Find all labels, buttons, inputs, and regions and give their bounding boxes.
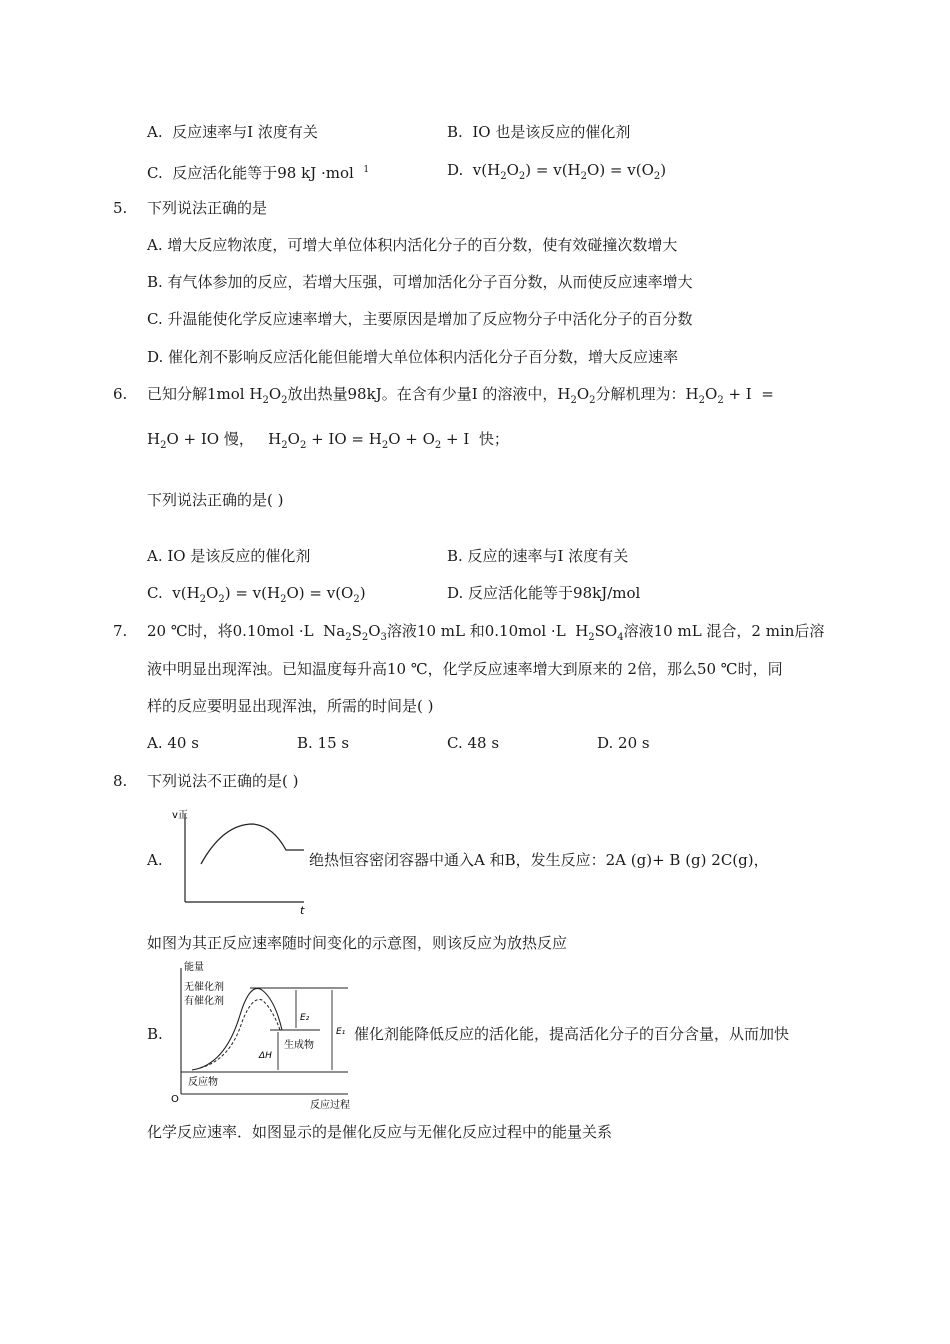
q6-stem: 下列说法正确的是( ) <box>147 491 284 509</box>
q6-option-c: C. $v(H_2O_2) = v(H_2O) = v(O_2)$ <box>147 584 366 605</box>
fig2-x-axis-label: 反应过程 <box>310 1100 350 1110</box>
figure-rate-vs-time <box>168 804 308 920</box>
figure-energy-diagram <box>170 960 352 1114</box>
fig1-y-axis-label: v正 <box>172 810 188 821</box>
q7-number: 7. <box>113 622 128 640</box>
fig2-product-label: 生成物 <box>284 1040 314 1051</box>
q8-number: 8. <box>113 772 128 790</box>
fig2-e1-label: E₁ <box>336 1027 346 1037</box>
q5-option-c: C. 升温能使化学反应速率增大，主要原因是增加了反应物分子中活化分子的百分数 <box>147 310 693 328</box>
fig2-reactant-label: 反应物 <box>188 1077 218 1088</box>
q4-option-c: C. 反应活化能等于98 kJ ·mol $^1$ <box>147 164 370 182</box>
q7-option-a: A. 40 s <box>147 734 199 752</box>
q8-option-b-text: 催化剂能降低反应的活化能，提高活化分子的百分含量，从而加快 <box>354 1025 790 1043</box>
fig2-legend-catalyzed: 有催化剂 <box>184 996 224 1007</box>
q5-number: 5. <box>113 199 128 217</box>
q8-stem: 下列说法不正确的是( ) <box>147 772 299 790</box>
q7-line-1: 20 ℃时，将0.10mol ·L $Na_2S_2O_3$溶液10 mL 和0.10mol ·L $H_2SO_4$溶液10 mL 混合，2 min后溶 <box>147 622 825 643</box>
q7-option-d: D. 20 s <box>597 734 650 752</box>
q5-stem: 下列说法正确的是 <box>147 199 268 217</box>
q6-option-a: A. IO 是该反应的催化剂 <box>147 547 311 565</box>
q7-option-b: B. 15 s <box>297 734 350 752</box>
fig2-e2-label: E₂ <box>300 1013 310 1023</box>
q6-number: 6. <box>113 385 128 403</box>
fig2-dh-label: ΔH <box>259 1051 272 1061</box>
q6-option-b: B. 反应的速率与I 浓度有关 <box>447 547 629 565</box>
q6-line-1: 已知分解1mol $H_2O_2$放出热量98kJ。在含有少量I 的溶液中，$H_2O_2$分解机理为：$H_2O_2 + I$ = <box>147 385 774 406</box>
q5-option-a: A. 增大反应物浓度，可增大单位体积内活化分子的百分数，使有效碰撞次数增大 <box>147 236 678 254</box>
q6-line-2: $H_2O$ + IO 慢， $H_2O_2$ + IO = $H_2O + O_2 + I$ 快； <box>147 430 509 451</box>
q6-option-d: D. 反应活化能等于98kJ/mol <box>447 584 641 602</box>
q4-option-d: D. $v(H_2O_2) = v(H_2O) = v(O_2)$ <box>447 161 667 182</box>
fig2-y-axis-label: 能量 <box>184 962 204 973</box>
q8-option-a-text: 绝热恒容密闭容器中通入A 和B，发生反应：2A (g)+ B (g) 2C(g)， <box>309 851 769 869</box>
q7-line-3: 样的反应要明显出现浑浊，所需的时间是( ) <box>147 697 434 715</box>
q4-option-a: A. 反应速率与I 浓度有关 <box>147 123 318 141</box>
q4-option-b: B. IO 也是该反应的催化剂 <box>447 123 631 141</box>
fig2-origin-label: O <box>171 1094 179 1105</box>
fig1-x-axis-label: t <box>300 904 305 916</box>
q8-option-b-label: B. <box>147 1025 163 1043</box>
fig2-legend-uncatalyzed: 无催化剂 <box>184 982 224 993</box>
q8-option-b-continuation: 化学反应速率．如图显示的是催化反应与无催化反应过程中的能量关系 <box>147 1123 613 1141</box>
q7-option-c: C. 48 s <box>447 734 500 752</box>
q8-option-a-label: A. <box>147 851 163 869</box>
q5-option-b: B. 有气体参加的反应，若增大压强，可增加活化分子百分数，从而使反应速率增大 <box>147 273 693 291</box>
q8-option-a-continuation: 如图为其正反应速率随时间变化的示意图，则该反应为放热反应 <box>147 934 568 952</box>
q7-line-2: 液中明显出现浑浊。已知温度每升高10 ℃，化学反应速率增大到原来的 2倍，那么50 ℃时，同 <box>147 660 783 678</box>
q5-option-d: D. 催化剂不影响反应活化能但能增大单位体积内活化分子百分数，增大反应速率 <box>147 348 679 366</box>
